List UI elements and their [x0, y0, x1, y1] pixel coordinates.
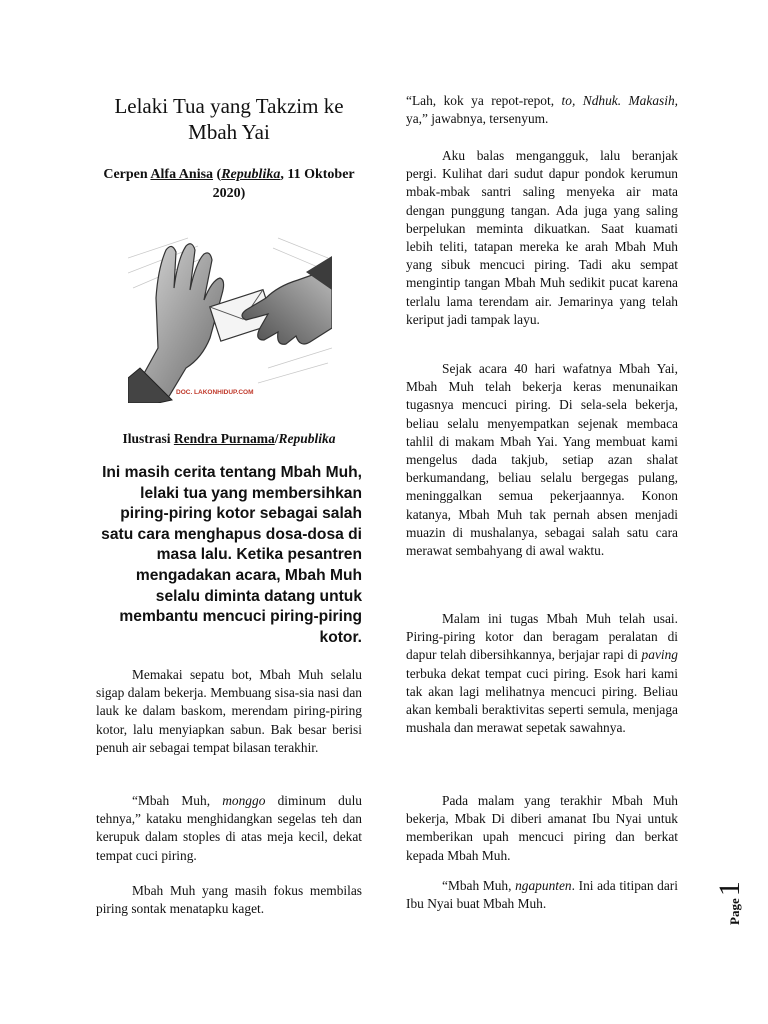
right-paragraph-3: Sejak acara 40 hari wafatnya Mbah Yai, Mbah Muh telah bekerja keras menunaikan tugasnya mencuci piring. Di sela-sela bekerja, beliau selalu menyempatkan sejenak membaca tahlil di makam Mbah Yai. Yang membuat kami mengelus dada takjub, setiap azan shalat berkumandang, beliau selalu bergegas pulang, meninggalkan semua pekerjaannya. Konon katanya, Mbah Muh tak pernah absen menjadi muazin di mushalanya, sebagai salah satu cara merawat sembahyang di awal waktu.: [406, 361, 678, 559]
hand-refusing-envelope-illustration: [128, 228, 332, 403]
right-paragraph-2: Aku balas mengangguk, lalu beranjak pergi. Kulihat dari sudut dapur pondok kerumun mbak-mbak santri saling menyeka air mata dengan punggung tangan. Ada juga yang saling berpelukan meminta dikuatkan. Saat kuamati lebih teliti, tatapan mereka ke arah Mbah Muh yang sibuk mencuci piring. Tadi aku sempat mengintip tangan Mbah Muh sedikit pucat karena terlalu lama terendam air. Jemarinya yang telah keriput jadi tampak layu.: [406, 148, 678, 327]
caption-prefix: Ilustrasi: [122, 431, 174, 446]
illustration-caption: [96, 430, 362, 448]
left-paragraph-1: Memakai sepatu bot, Mbah Muh selalu sigap dalam bekerja. Membuang sisa-sia nasi dan lauk ke dalam baskom, merendam piring-piring kotor, lalu menyiapkan sabun. Bak besar berisi penuh air sebagai tempat bilasan terakhir.: [96, 667, 362, 755]
left-paragraph-2: [96, 792, 362, 865]
right-p4-text-a: Malam ini tugas Mbah Muh telah usai. Piring-piring kotor dan beragam peralatan di dapur telah dibersihkannya, berjajar rapi di: [406, 611, 678, 663]
right-p6-text-a: “Mbah Muh,: [442, 878, 516, 893]
byline-publication[interactable]: Republika: [221, 167, 281, 182]
illustration-watermark: DOC. LAKONHIDUP.COM: [176, 389, 254, 396]
left-p2-text-b: diminum dulu tehnya,” kataku menghidangkan segelas teh dan kerupuk dalam stoples di atas meja kecil, dekat tempat cuci piring.: [96, 793, 362, 863]
illustration: [128, 228, 332, 403]
caption-publication: Republika: [278, 431, 336, 446]
byline-prefix: Cerpen: [103, 167, 151, 182]
right-p4-text-b: terbuka dekat tempat cuci piring. Esok hari kami tak akan lagi melihatnya mencuci piring. Beliau akan kembali beraktivitas seperti semula, menjaga mushala dan merawat sepetak sawahnya.: [406, 665, 678, 736]
left-p2-text-a: “Mbah Muh,: [132, 793, 223, 808]
right-p6-emphasis: ngapunten: [515, 878, 572, 893]
byline-date: , 11 Oktober 2020): [212, 167, 355, 201]
left-paragraph-3: Mbah Muh yang masih fokus membilas piring sontak menatapku kaget.: [96, 883, 362, 917]
right-p1-emphasis: to, Ndhuk. Makasih,: [561, 93, 678, 108]
right-p6-text-b: . Ini ada titipan dari Ibu Nyai buat Mbah Muh.: [406, 878, 678, 912]
caption-slash: /: [274, 431, 279, 446]
byline-author[interactable]: Alfa Anisa: [150, 167, 214, 182]
caption-artist[interactable]: Rendra Purnama: [173, 431, 275, 446]
page-label-word: Page: [727, 898, 742, 925]
right-paragraph-1: [406, 92, 678, 128]
page-number: [713, 881, 747, 925]
page-label-number: 1: [713, 881, 746, 897]
right-p4-emphasis: paving: [641, 647, 678, 663]
right-p1-text-a: “Lah, kok ya repot-repot,: [406, 93, 562, 108]
lede-paragraph: Ini masih cerita tentang Mbah Muh, lelaki tua yang membersihkan piring-piring kotor sebagai salah satu cara menghapus dosa-dosa di masa lalu. Ketika pesantren mengadakan acara, Mbah Muh selalu diminta datang untuk membantu mencuci piring-piring kotor.: [101, 464, 362, 646]
right-paragraph-4: [406, 610, 678, 737]
byline-open-paren: (: [213, 167, 222, 182]
article-title: Lelaki Tua yang Takzim ke Mbah Yai: [114, 94, 344, 144]
byline: [96, 165, 362, 203]
right-paragraph-6: [406, 877, 678, 913]
right-paragraph-5: Pada malam yang terakhir Mbah Muh bekerja, Mbak Di diberi amanat Ibu Nyai untuk memberikan upah mencuci piring dan berkat kepada Mbah Muh.: [406, 793, 678, 863]
left-p2-emphasis: monggo: [222, 793, 266, 808]
right-p1-text-b: ya,” jawabnya, tersenyum.: [406, 111, 549, 127]
